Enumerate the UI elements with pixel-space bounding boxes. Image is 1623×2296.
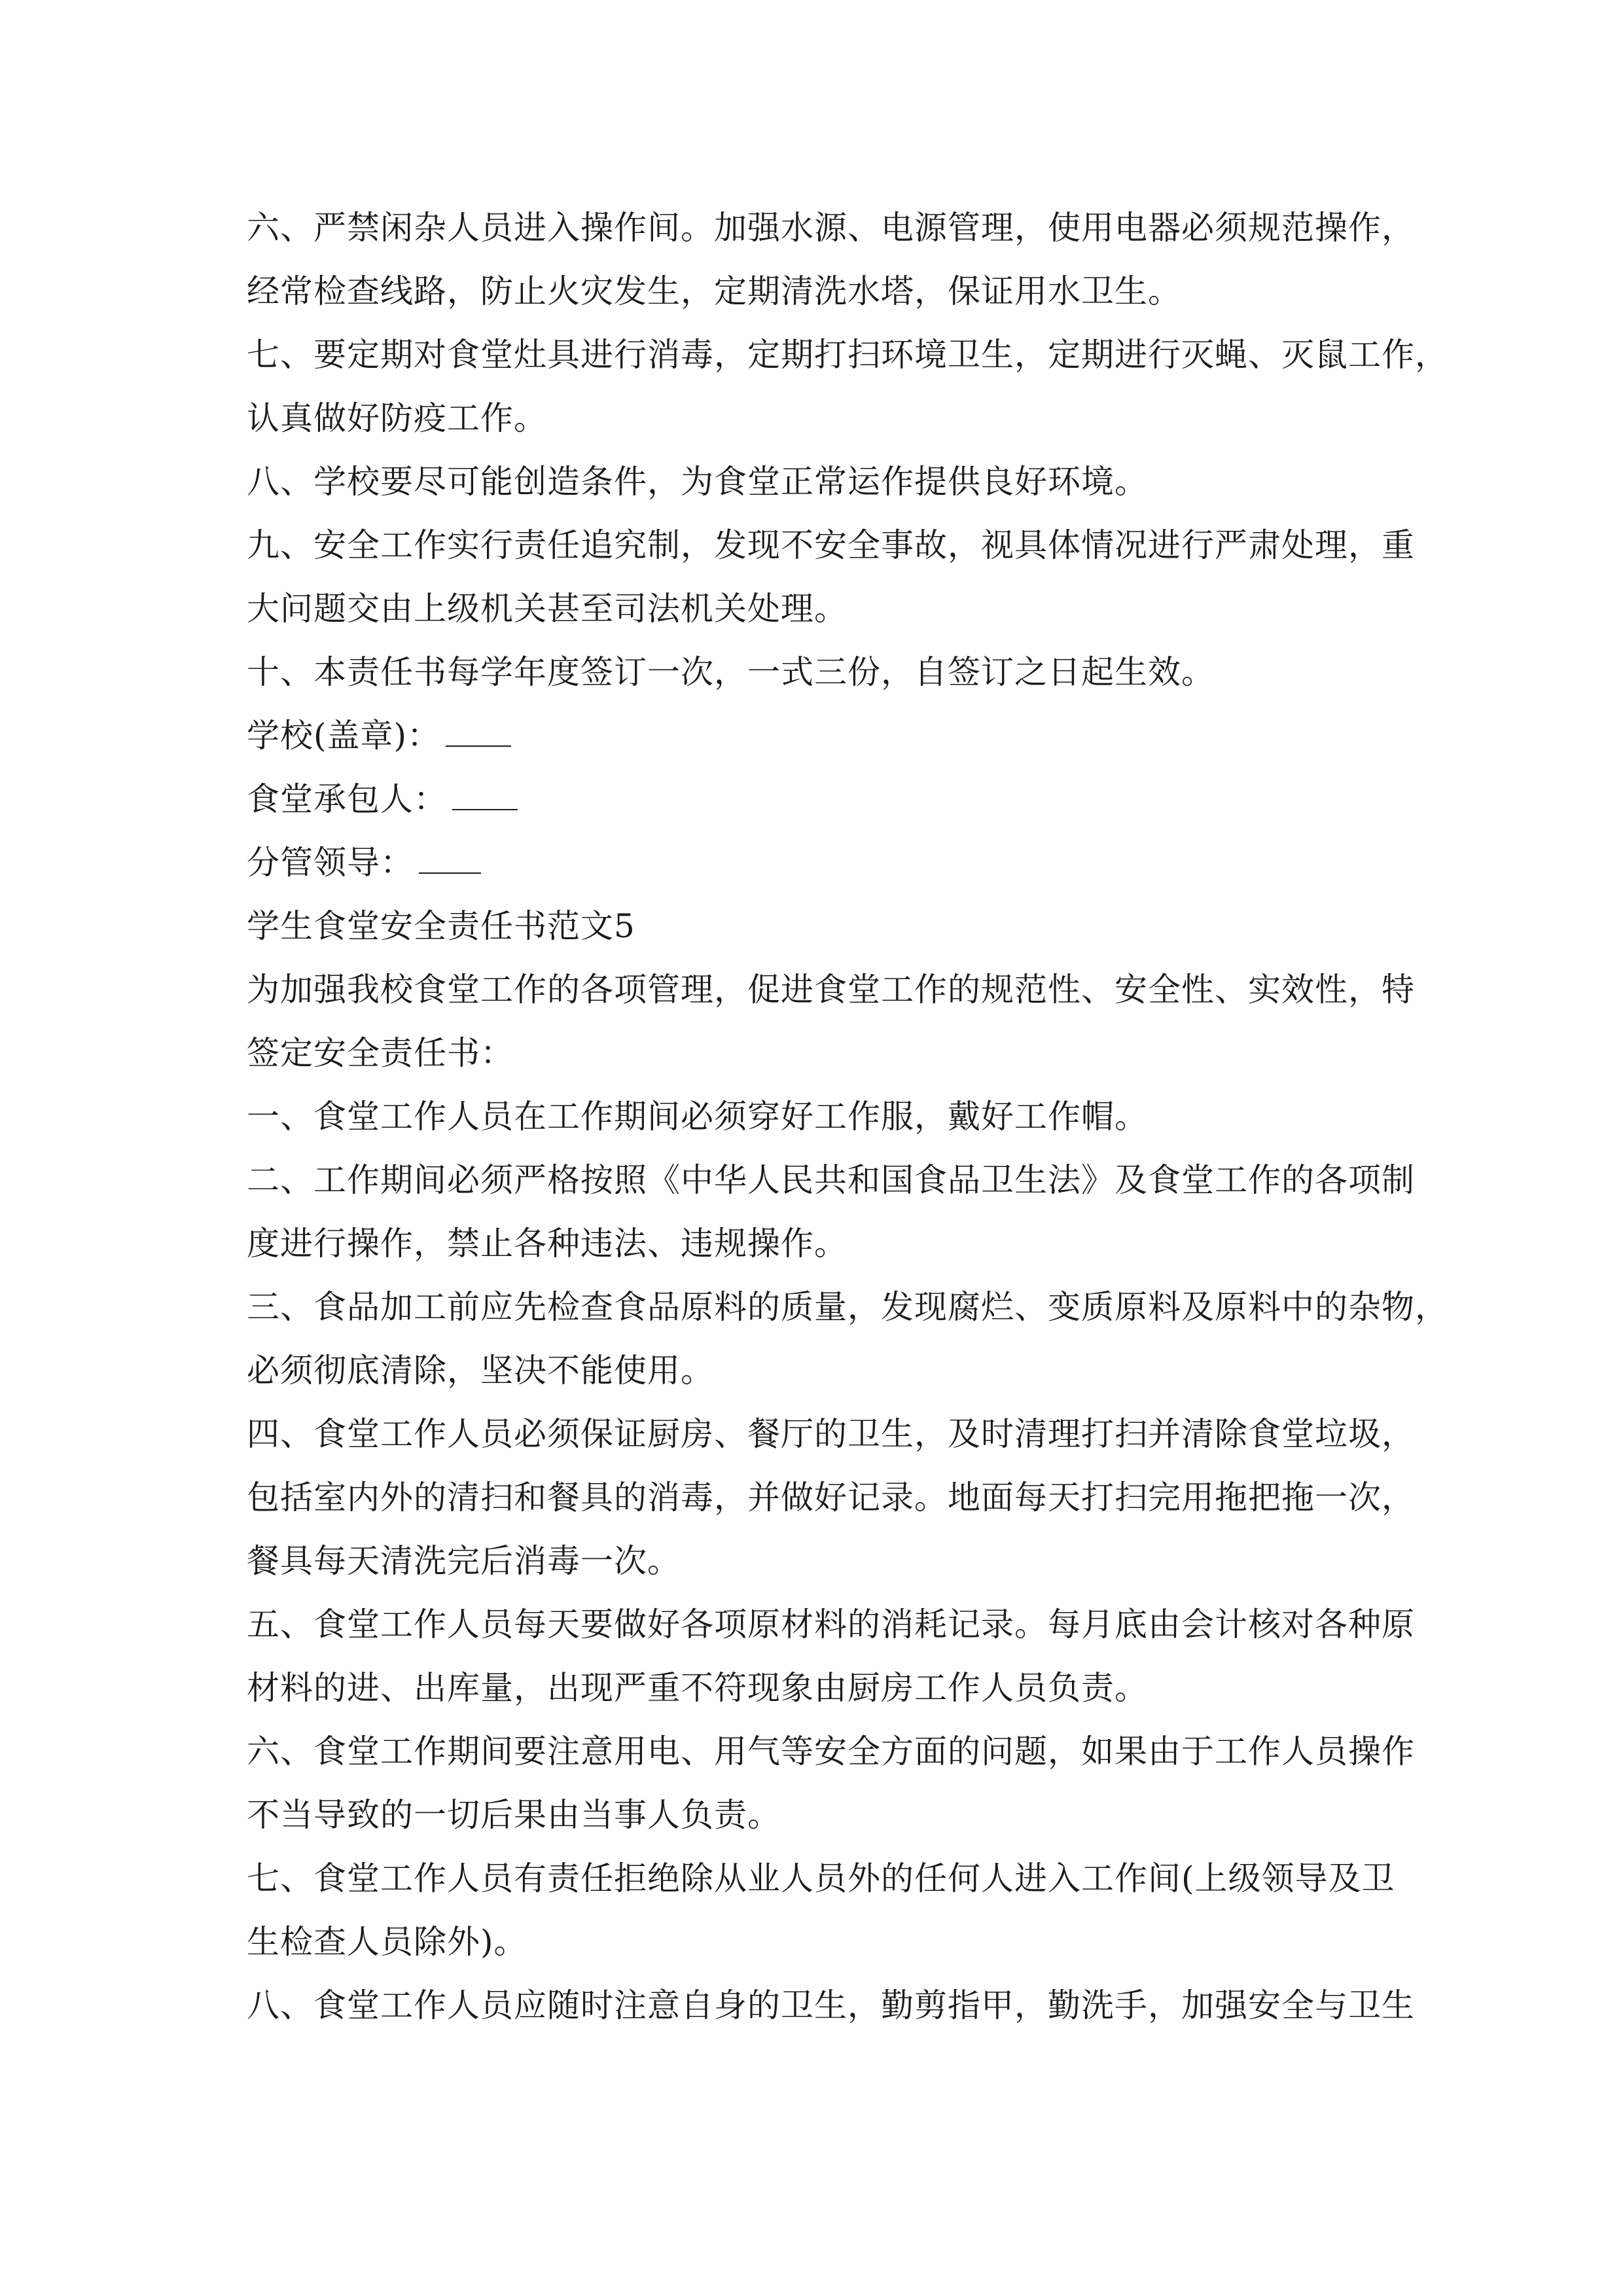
text-line: 六、严禁闲杂人员进入操作间。加强水源、电源管理，使用电器必须规范操作， <box>247 209 1415 247</box>
text-line: 大问题交由上级机关甚至司法机关处理。 <box>247 590 847 628</box>
paragraph-item-10 <box>247 641 1379 704</box>
text-line: 九、安全工作实行责任追究制，发现不安全事故，视具体情况进行严肃处理，重 <box>247 526 1415 564</box>
text-line: 六、食堂工作期间要注意用电、用气等安全方面的问题，如果由于工作人员操作 <box>247 1732 1415 1770</box>
signature-school <box>247 704 1379 768</box>
text-line: 八、食堂工作人员应随时注意自身的卫生，勤剪指甲，勤洗手，加强安全与卫生 <box>247 1986 1415 2024</box>
section-title <box>247 895 1379 958</box>
text-line: 度进行操作，禁止各种违法、违规操作。 <box>247 1225 847 1263</box>
text-line: 为加强我校食堂工作的各项管理，促进食堂工作的规范性、安全性、实效性，特 <box>247 971 1415 1009</box>
signature-line <box>247 704 1379 768</box>
signature-blank <box>446 719 511 747</box>
signature-line <box>247 768 1379 831</box>
signature-line <box>247 831 1379 895</box>
text-line: 认真做好防疫工作。 <box>247 399 547 437</box>
text-line: 五、食堂工作人员每天要做好各项原材料的消耗记录。每月底由会计核对各种原 <box>247 1605 1415 1643</box>
text-line: 签定安全责任书： <box>247 1034 514 1072</box>
signature-label: 分管领导： <box>247 844 414 882</box>
paragraph-item-8 <box>247 450 1379 514</box>
signature-leader <box>247 831 1379 895</box>
signature-contractor <box>247 768 1379 831</box>
text-line: 十、本责任书每学年度签订一次，一式三份，自签订之日起生效。 <box>247 653 1215 691</box>
intro-paragraph <box>247 958 1415 1085</box>
paragraph-item-2 <box>247 1149 1415 1276</box>
paragraph-item-6b <box>247 1720 1415 1847</box>
signature-label: 学校(盖章)： <box>247 717 441 755</box>
text-line: 二、工作期间必须严格按照《中华人民共和国食品卫生法》及食堂工作的各项制 <box>247 1161 1415 1199</box>
paragraph-item-3 <box>247 1276 1448 1403</box>
text-line: 生检查人员除外)。 <box>247 1923 527 1961</box>
signature-blank <box>452 783 518 810</box>
signature-blank <box>419 846 481 874</box>
text-line: 七、食堂工作人员有责任拒绝除从业人员外的任何人进入工作间(上级领导及卫 <box>247 1859 1395 1897</box>
text-line: 必须彻底清除，坚决不能使用。 <box>247 1352 714 1390</box>
text-line: 四、食堂工作人员必须保证厨房、餐厅的卫生，及时清理打扫并清除食堂垃圾， <box>247 1415 1415 1453</box>
text-line: 七、要定期对食堂灶具进行消毒，定期打扫环境卫生，定期进行灭蝇、灭鼠工作， <box>247 336 1448 374</box>
text-line: 八、学校要尽可能创造条件，为食堂正常运作提供良好环境。 <box>247 463 1148 501</box>
document-body <box>247 196 1448 2037</box>
text-line: 经常检查线路，防止火灾发生，定期清洗水塔，保证用水卫生。 <box>247 272 1181 310</box>
paragraph-item-7b <box>247 1847 1395 1974</box>
section-title-text: 学生食堂安全责任书范文5 <box>247 907 635 945</box>
signature-label: 食堂承包人： <box>247 780 447 818</box>
text-line: 餐具每天清洗完后消毒一次。 <box>247 1542 681 1580</box>
paragraph-item-9 <box>247 514 1415 641</box>
paragraph-item-7 <box>247 323 1448 450</box>
text-line: 一、食堂工作人员在工作期间必须穿好工作服，戴好工作帽。 <box>247 1098 1148 1136</box>
text-line: 包括室内外的清扫和餐具的消毒，并做好记录。地面每天打扫完用拖把拖一次， <box>247 1479 1415 1516</box>
paragraph-item-6 <box>247 196 1415 323</box>
paragraph-item-4 <box>247 1403 1415 1593</box>
paragraph-item-8b <box>247 1974 1415 2037</box>
paragraph-item-1 <box>247 1085 1379 1149</box>
paragraph-item-5 <box>247 1593 1415 1720</box>
text-line: 材料的进、出库量，出现严重不符现象由厨房工作人员负责。 <box>247 1669 1148 1707</box>
text-line: 三、食品加工前应先检查食品原料的质量，发现腐烂、变质原料及原料中的杂物， <box>247 1288 1448 1326</box>
text-line: 不当导致的一切后果由当事人负责。 <box>247 1796 781 1834</box>
